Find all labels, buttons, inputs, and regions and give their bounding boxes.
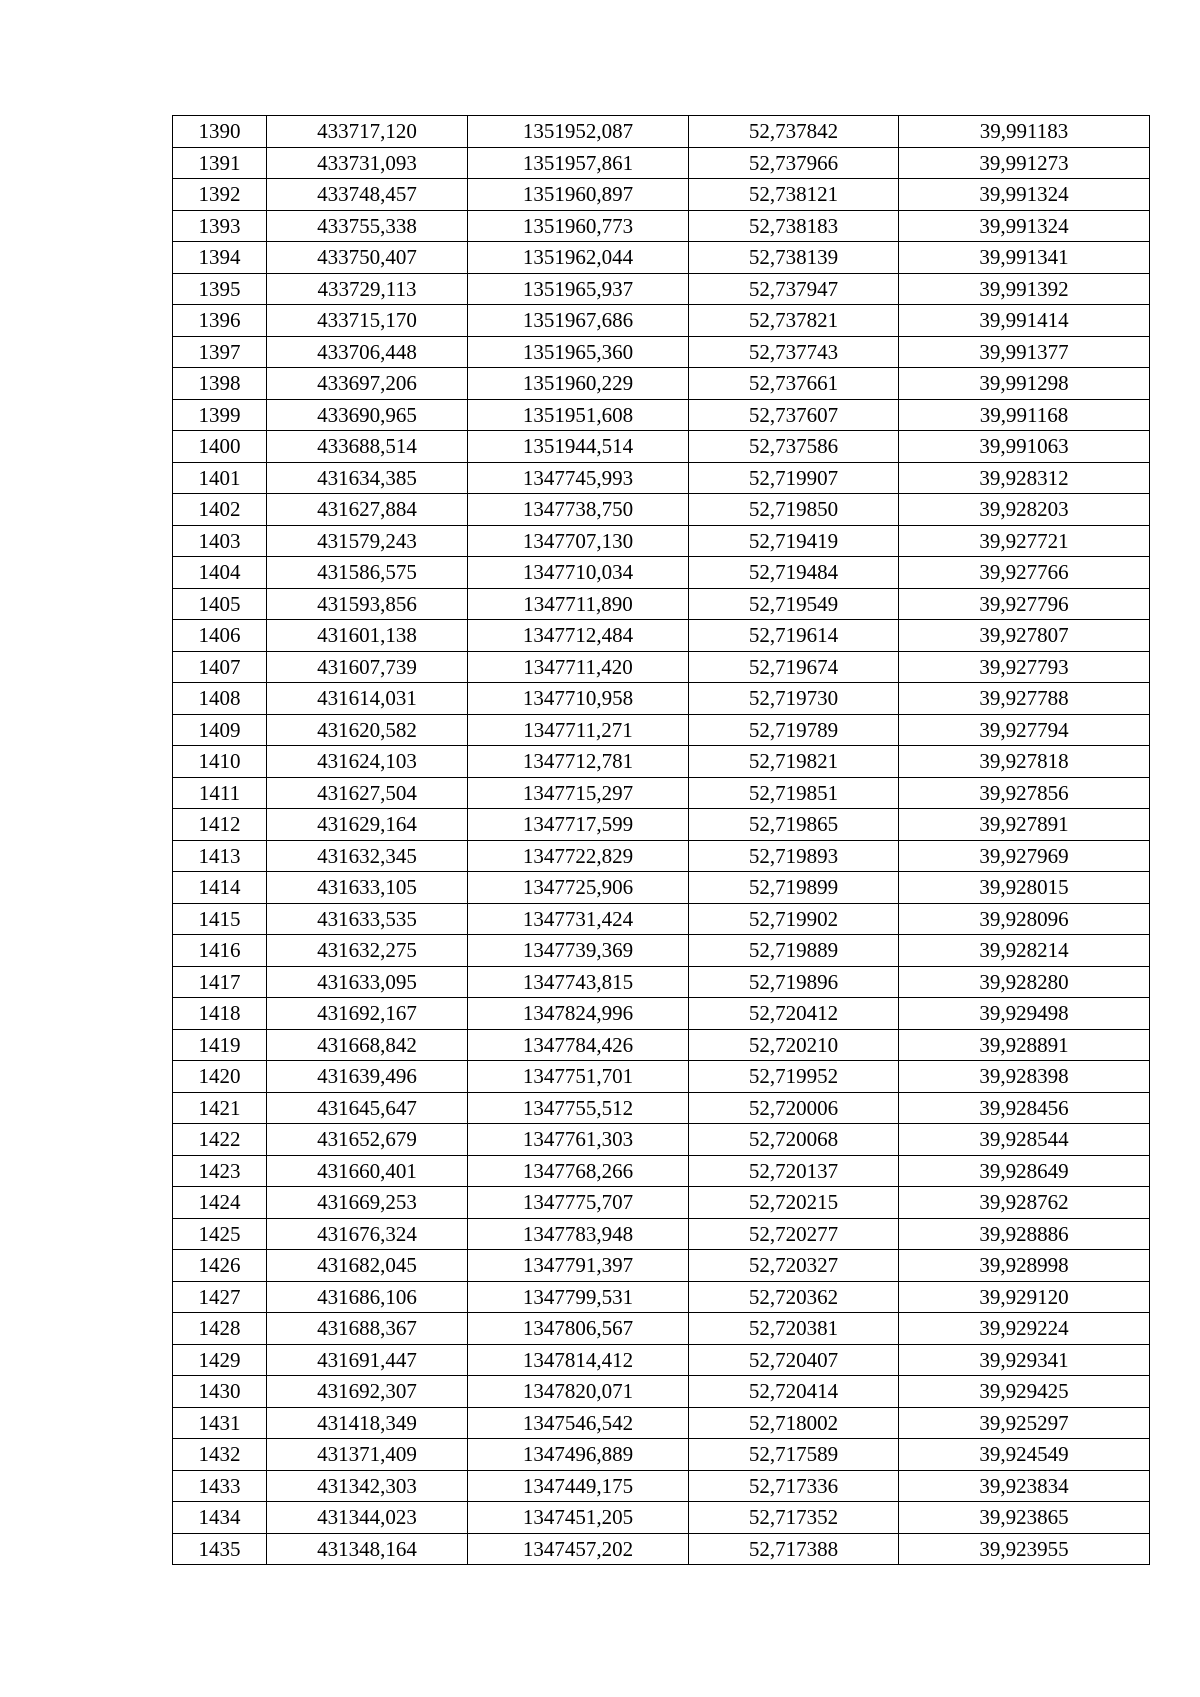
x-coordinate-cell: 431691,447 (267, 1344, 468, 1376)
latitude-cell: 52,737842 (689, 116, 899, 148)
x-coordinate-cell: 433717,120 (267, 116, 468, 148)
point-number-cell: 1396 (173, 305, 267, 337)
point-number-cell: 1431 (173, 1407, 267, 1439)
y-coordinate-cell: 1347806,567 (468, 1313, 689, 1345)
table-row (173, 872, 1150, 904)
table-row (173, 903, 1150, 935)
point-number-cell: 1397 (173, 336, 267, 368)
table-row (173, 557, 1150, 589)
longitude-cell: 39,928280 (899, 966, 1150, 998)
latitude-cell: 52,719865 (689, 809, 899, 841)
table-row (173, 1407, 1150, 1439)
table-row (173, 1439, 1150, 1471)
longitude-cell: 39,928096 (899, 903, 1150, 935)
y-coordinate-cell: 1347496,889 (468, 1439, 689, 1471)
latitude-cell: 52,717352 (689, 1502, 899, 1534)
latitude-cell: 52,737586 (689, 431, 899, 463)
point-number-cell: 1425 (173, 1218, 267, 1250)
x-coordinate-cell: 433729,113 (267, 273, 468, 305)
y-coordinate-cell: 1347457,202 (468, 1533, 689, 1565)
latitude-cell: 52,719893 (689, 840, 899, 872)
y-coordinate-cell: 1347712,484 (468, 620, 689, 652)
point-number-cell: 1403 (173, 525, 267, 557)
point-number-cell: 1414 (173, 872, 267, 904)
latitude-cell: 52,720407 (689, 1344, 899, 1376)
longitude-cell: 39,928762 (899, 1187, 1150, 1219)
latitude-cell: 52,719674 (689, 651, 899, 683)
y-coordinate-cell: 1351965,360 (468, 336, 689, 368)
x-coordinate-cell: 431614,031 (267, 683, 468, 715)
point-number-cell: 1409 (173, 714, 267, 746)
x-coordinate-cell: 431639,496 (267, 1061, 468, 1093)
longitude-cell: 39,928649 (899, 1155, 1150, 1187)
longitude-cell: 39,925297 (899, 1407, 1150, 1439)
y-coordinate-cell: 1351967,686 (468, 305, 689, 337)
y-coordinate-cell: 1347717,599 (468, 809, 689, 841)
table-row (173, 1124, 1150, 1156)
table-row (173, 1187, 1150, 1219)
longitude-cell: 39,928214 (899, 935, 1150, 967)
longitude-cell: 39,928544 (899, 1124, 1150, 1156)
longitude-cell: 39,929120 (899, 1281, 1150, 1313)
point-number-cell: 1417 (173, 966, 267, 998)
table-row (173, 1281, 1150, 1313)
longitude-cell: 39,991324 (899, 179, 1150, 211)
x-coordinate-cell: 431692,167 (267, 998, 468, 1030)
x-coordinate-cell: 431586,575 (267, 557, 468, 589)
point-number-cell: 1407 (173, 651, 267, 683)
latitude-cell: 52,719896 (689, 966, 899, 998)
longitude-cell: 39,927807 (899, 620, 1150, 652)
longitude-cell: 39,924549 (899, 1439, 1150, 1471)
latitude-cell: 52,720327 (689, 1250, 899, 1282)
latitude-cell: 52,738139 (689, 242, 899, 274)
point-number-cell: 1411 (173, 777, 267, 809)
y-coordinate-cell: 1347707,130 (468, 525, 689, 557)
y-coordinate-cell: 1347784,426 (468, 1029, 689, 1061)
y-coordinate-cell: 1347820,071 (468, 1376, 689, 1408)
longitude-cell: 39,991377 (899, 336, 1150, 368)
x-coordinate-cell: 431348,164 (267, 1533, 468, 1565)
latitude-cell: 52,719484 (689, 557, 899, 589)
y-coordinate-cell: 1347751,701 (468, 1061, 689, 1093)
latitude-cell: 52,718002 (689, 1407, 899, 1439)
point-number-cell: 1415 (173, 903, 267, 935)
table-row (173, 525, 1150, 557)
x-coordinate-cell: 431579,243 (267, 525, 468, 557)
y-coordinate-cell: 1347711,271 (468, 714, 689, 746)
x-coordinate-cell: 431676,324 (267, 1218, 468, 1250)
x-coordinate-cell: 431686,106 (267, 1281, 468, 1313)
y-coordinate-cell: 1347722,829 (468, 840, 689, 872)
longitude-cell: 39,927818 (899, 746, 1150, 778)
x-coordinate-cell: 431682,045 (267, 1250, 468, 1282)
latitude-cell: 52,720277 (689, 1218, 899, 1250)
x-coordinate-cell: 433748,457 (267, 179, 468, 211)
x-coordinate-cell: 433690,965 (267, 399, 468, 431)
y-coordinate-cell: 1347546,542 (468, 1407, 689, 1439)
table-row (173, 1155, 1150, 1187)
latitude-cell: 52,720362 (689, 1281, 899, 1313)
longitude-cell: 39,991273 (899, 147, 1150, 179)
table-row (173, 179, 1150, 211)
point-number-cell: 1390 (173, 116, 267, 148)
longitude-cell: 39,929425 (899, 1376, 1150, 1408)
x-coordinate-cell: 431652,679 (267, 1124, 468, 1156)
x-coordinate-cell: 433731,093 (267, 147, 468, 179)
point-number-cell: 1405 (173, 588, 267, 620)
x-coordinate-cell: 431629,164 (267, 809, 468, 841)
table-row (173, 116, 1150, 148)
latitude-cell: 52,719952 (689, 1061, 899, 1093)
table-row (173, 368, 1150, 400)
x-coordinate-cell: 433750,407 (267, 242, 468, 274)
latitude-cell: 52,719889 (689, 935, 899, 967)
point-number-cell: 1432 (173, 1439, 267, 1471)
table-row (173, 935, 1150, 967)
y-coordinate-cell: 1347725,906 (468, 872, 689, 904)
y-coordinate-cell: 1351960,897 (468, 179, 689, 211)
longitude-cell: 39,927788 (899, 683, 1150, 715)
table-row (173, 966, 1150, 998)
longitude-cell: 39,991063 (899, 431, 1150, 463)
longitude-cell: 39,928312 (899, 462, 1150, 494)
x-coordinate-cell: 431601,138 (267, 620, 468, 652)
y-coordinate-cell: 1347710,958 (468, 683, 689, 715)
point-number-cell: 1400 (173, 431, 267, 463)
latitude-cell: 52,719850 (689, 494, 899, 526)
x-coordinate-cell: 431371,409 (267, 1439, 468, 1471)
y-coordinate-cell: 1347715,297 (468, 777, 689, 809)
y-coordinate-cell: 1347739,369 (468, 935, 689, 967)
y-coordinate-cell: 1347755,512 (468, 1092, 689, 1124)
x-coordinate-cell: 431620,582 (267, 714, 468, 746)
table-row (173, 1092, 1150, 1124)
table-row (173, 620, 1150, 652)
table-row (173, 336, 1150, 368)
table-row (173, 588, 1150, 620)
latitude-cell: 52,719419 (689, 525, 899, 557)
point-number-cell: 1416 (173, 935, 267, 967)
latitude-cell: 52,720137 (689, 1155, 899, 1187)
latitude-cell: 52,720381 (689, 1313, 899, 1345)
x-coordinate-cell: 433688,514 (267, 431, 468, 463)
table-row (173, 1250, 1150, 1282)
longitude-cell: 39,991298 (899, 368, 1150, 400)
y-coordinate-cell: 1347451,205 (468, 1502, 689, 1534)
latitude-cell: 52,720210 (689, 1029, 899, 1061)
table-row (173, 683, 1150, 715)
x-coordinate-cell: 431607,739 (267, 651, 468, 683)
x-coordinate-cell: 431418,349 (267, 1407, 468, 1439)
longitude-cell: 39,927969 (899, 840, 1150, 872)
longitude-cell: 39,991183 (899, 116, 1150, 148)
table-row (173, 210, 1150, 242)
longitude-cell: 39,928998 (899, 1250, 1150, 1282)
point-number-cell: 1398 (173, 368, 267, 400)
x-coordinate-cell: 433706,448 (267, 336, 468, 368)
point-number-cell: 1393 (173, 210, 267, 242)
y-coordinate-cell: 1347791,397 (468, 1250, 689, 1282)
point-number-cell: 1422 (173, 1124, 267, 1156)
x-coordinate-cell: 431344,023 (267, 1502, 468, 1534)
table-row (173, 714, 1150, 746)
latitude-cell: 52,720414 (689, 1376, 899, 1408)
table-row (173, 651, 1150, 683)
point-number-cell: 1433 (173, 1470, 267, 1502)
point-number-cell: 1423 (173, 1155, 267, 1187)
longitude-cell: 39,928398 (899, 1061, 1150, 1093)
y-coordinate-cell: 1347743,815 (468, 966, 689, 998)
x-coordinate-cell: 431633,105 (267, 872, 468, 904)
x-coordinate-cell: 433697,206 (267, 368, 468, 400)
longitude-cell: 39,929498 (899, 998, 1150, 1030)
x-coordinate-cell: 431692,307 (267, 1376, 468, 1408)
point-number-cell: 1426 (173, 1250, 267, 1282)
point-number-cell: 1392 (173, 179, 267, 211)
y-coordinate-cell: 1351951,608 (468, 399, 689, 431)
longitude-cell: 39,927891 (899, 809, 1150, 841)
table-row (173, 1470, 1150, 1502)
latitude-cell: 52,737661 (689, 368, 899, 400)
latitude-cell: 52,719730 (689, 683, 899, 715)
coordinates-table-body (173, 116, 1150, 1565)
table-row (173, 1029, 1150, 1061)
y-coordinate-cell: 1347711,890 (468, 588, 689, 620)
latitude-cell: 52,737743 (689, 336, 899, 368)
x-coordinate-cell: 431668,842 (267, 1029, 468, 1061)
table-row (173, 777, 1150, 809)
table-row (173, 1313, 1150, 1345)
x-coordinate-cell: 433755,338 (267, 210, 468, 242)
x-coordinate-cell: 431632,345 (267, 840, 468, 872)
y-coordinate-cell: 1351957,861 (468, 147, 689, 179)
table-row (173, 1344, 1150, 1376)
point-number-cell: 1408 (173, 683, 267, 715)
longitude-cell: 39,927796 (899, 588, 1150, 620)
table-row (173, 242, 1150, 274)
table-row (173, 1533, 1150, 1565)
latitude-cell: 52,738121 (689, 179, 899, 211)
latitude-cell: 52,717388 (689, 1533, 899, 1565)
latitude-cell: 52,719821 (689, 746, 899, 778)
longitude-cell: 39,927793 (899, 651, 1150, 683)
longitude-cell: 39,927794 (899, 714, 1150, 746)
latitude-cell: 52,719899 (689, 872, 899, 904)
y-coordinate-cell: 1347711,420 (468, 651, 689, 683)
longitude-cell: 39,991324 (899, 210, 1150, 242)
y-coordinate-cell: 1347799,531 (468, 1281, 689, 1313)
point-number-cell: 1401 (173, 462, 267, 494)
x-coordinate-cell: 431660,401 (267, 1155, 468, 1187)
table-row (173, 494, 1150, 526)
x-coordinate-cell: 431633,095 (267, 966, 468, 998)
longitude-cell: 39,928456 (899, 1092, 1150, 1124)
table-row (173, 998, 1150, 1030)
point-number-cell: 1424 (173, 1187, 267, 1219)
point-number-cell: 1428 (173, 1313, 267, 1345)
point-number-cell: 1420 (173, 1061, 267, 1093)
latitude-cell: 52,720068 (689, 1124, 899, 1156)
table-row (173, 1502, 1150, 1534)
point-number-cell: 1427 (173, 1281, 267, 1313)
latitude-cell: 52,719907 (689, 462, 899, 494)
latitude-cell: 52,717589 (689, 1439, 899, 1471)
table-row (173, 1218, 1150, 1250)
point-number-cell: 1402 (173, 494, 267, 526)
y-coordinate-cell: 1351944,514 (468, 431, 689, 463)
point-number-cell: 1412 (173, 809, 267, 841)
x-coordinate-cell: 431627,504 (267, 777, 468, 809)
point-number-cell: 1406 (173, 620, 267, 652)
point-number-cell: 1429 (173, 1344, 267, 1376)
y-coordinate-cell: 1347783,948 (468, 1218, 689, 1250)
y-coordinate-cell: 1351965,937 (468, 273, 689, 305)
point-number-cell: 1394 (173, 242, 267, 274)
latitude-cell: 52,737821 (689, 305, 899, 337)
point-number-cell: 1418 (173, 998, 267, 1030)
longitude-cell: 39,923834 (899, 1470, 1150, 1502)
point-number-cell: 1421 (173, 1092, 267, 1124)
latitude-cell: 52,719851 (689, 777, 899, 809)
x-coordinate-cell: 431688,367 (267, 1313, 468, 1345)
longitude-cell: 39,927856 (899, 777, 1150, 809)
longitude-cell: 39,929341 (899, 1344, 1150, 1376)
y-coordinate-cell: 1347768,266 (468, 1155, 689, 1187)
y-coordinate-cell: 1347775,707 (468, 1187, 689, 1219)
y-coordinate-cell: 1347745,993 (468, 462, 689, 494)
latitude-cell: 52,737947 (689, 273, 899, 305)
point-number-cell: 1413 (173, 840, 267, 872)
point-number-cell: 1399 (173, 399, 267, 431)
latitude-cell: 52,719789 (689, 714, 899, 746)
coordinates-table (172, 115, 1150, 1565)
y-coordinate-cell: 1351960,773 (468, 210, 689, 242)
y-coordinate-cell: 1351960,229 (468, 368, 689, 400)
longitude-cell: 39,991414 (899, 305, 1150, 337)
table-row (173, 746, 1150, 778)
y-coordinate-cell: 1347731,424 (468, 903, 689, 935)
longitude-cell: 39,927766 (899, 557, 1150, 589)
table-row (173, 399, 1150, 431)
latitude-cell: 52,737607 (689, 399, 899, 431)
point-number-cell: 1395 (173, 273, 267, 305)
x-coordinate-cell: 431627,884 (267, 494, 468, 526)
longitude-cell: 39,923865 (899, 1502, 1150, 1534)
x-coordinate-cell: 431633,535 (267, 903, 468, 935)
y-coordinate-cell: 1347761,303 (468, 1124, 689, 1156)
table-row (173, 1061, 1150, 1093)
longitude-cell: 39,929224 (899, 1313, 1150, 1345)
x-coordinate-cell: 431342,303 (267, 1470, 468, 1502)
x-coordinate-cell: 431634,385 (267, 462, 468, 494)
latitude-cell: 52,720006 (689, 1092, 899, 1124)
longitude-cell: 39,928891 (899, 1029, 1150, 1061)
latitude-cell: 52,720215 (689, 1187, 899, 1219)
table-row (173, 305, 1150, 337)
latitude-cell: 52,717336 (689, 1470, 899, 1502)
y-coordinate-cell: 1351962,044 (468, 242, 689, 274)
x-coordinate-cell: 431624,103 (267, 746, 468, 778)
y-coordinate-cell: 1347824,996 (468, 998, 689, 1030)
longitude-cell: 39,991392 (899, 273, 1150, 305)
longitude-cell: 39,928203 (899, 494, 1150, 526)
table-row (173, 273, 1150, 305)
table-row (173, 840, 1150, 872)
x-coordinate-cell: 431593,856 (267, 588, 468, 620)
point-number-cell: 1435 (173, 1533, 267, 1565)
latitude-cell: 52,719549 (689, 588, 899, 620)
latitude-cell: 52,720412 (689, 998, 899, 1030)
table-row (173, 462, 1150, 494)
y-coordinate-cell: 1347449,175 (468, 1470, 689, 1502)
longitude-cell: 39,923955 (899, 1533, 1150, 1565)
longitude-cell: 39,928886 (899, 1218, 1150, 1250)
x-coordinate-cell: 431645,647 (267, 1092, 468, 1124)
point-number-cell: 1391 (173, 147, 267, 179)
longitude-cell: 39,991341 (899, 242, 1150, 274)
point-number-cell: 1410 (173, 746, 267, 778)
latitude-cell: 52,719614 (689, 620, 899, 652)
latitude-cell: 52,719902 (689, 903, 899, 935)
table-row (173, 1376, 1150, 1408)
x-coordinate-cell: 431669,253 (267, 1187, 468, 1219)
longitude-cell: 39,991168 (899, 399, 1150, 431)
y-coordinate-cell: 1347814,412 (468, 1344, 689, 1376)
y-coordinate-cell: 1347712,781 (468, 746, 689, 778)
point-number-cell: 1419 (173, 1029, 267, 1061)
table-row (173, 431, 1150, 463)
longitude-cell: 39,927721 (899, 525, 1150, 557)
longitude-cell: 39,928015 (899, 872, 1150, 904)
point-number-cell: 1434 (173, 1502, 267, 1534)
point-number-cell: 1430 (173, 1376, 267, 1408)
point-number-cell: 1404 (173, 557, 267, 589)
x-coordinate-cell: 431632,275 (267, 935, 468, 967)
latitude-cell: 52,738183 (689, 210, 899, 242)
y-coordinate-cell: 1347738,750 (468, 494, 689, 526)
x-coordinate-cell: 433715,170 (267, 305, 468, 337)
table-row (173, 809, 1150, 841)
y-coordinate-cell: 1347710,034 (468, 557, 689, 589)
latitude-cell: 52,737966 (689, 147, 899, 179)
y-coordinate-cell: 1351952,087 (468, 116, 689, 148)
table-row (173, 147, 1150, 179)
